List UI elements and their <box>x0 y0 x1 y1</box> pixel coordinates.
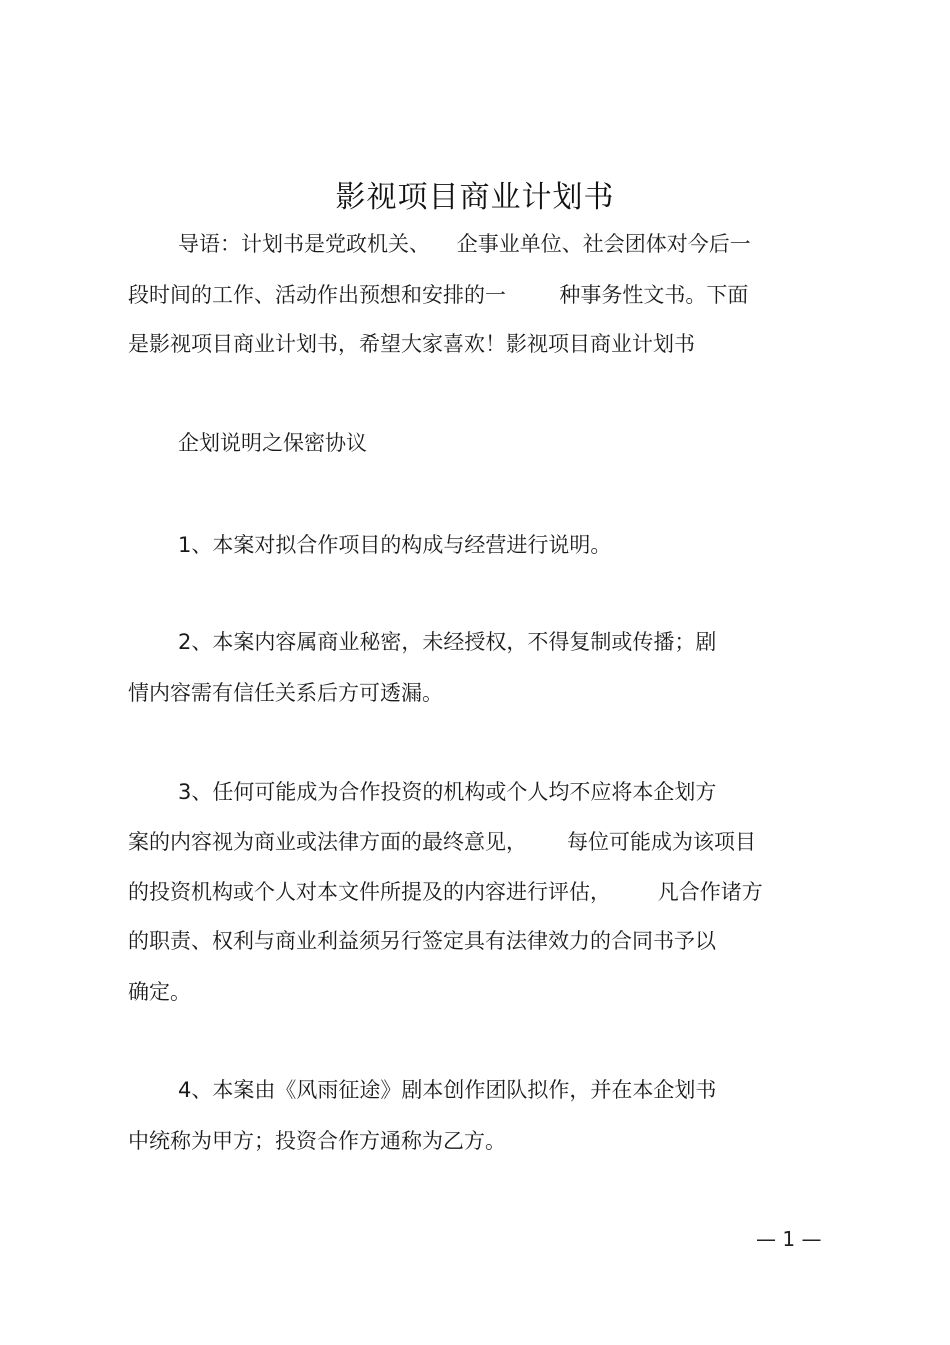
section-heading: 企划说明之保密协议 <box>178 431 367 455</box>
item-3-line-3: 的投资机构或个人对本文件所提及的内容进行评估， 凡合作诸方 <box>128 880 763 904</box>
item-4-line-2: 中统称为甲方；投资合作方通称为乙方。 <box>128 1129 506 1153</box>
item-3-line-4: 的职责、权利与商业利益须另行签定具有法律效力的合同书予以 <box>128 929 716 953</box>
intro-line-3: 是影视项目商业计划书，希望大家喜欢！影视项目商业计划书 <box>128 332 695 356</box>
intro-line-1: 导语：计划书是党政机关、 企事业单位、社会团体对今后一 <box>178 232 751 256</box>
item-2-line-2: 情内容需有信任关系后方可透漏。 <box>128 681 443 705</box>
intro-line-2: 段时间的工作、活动作出预想和安排的一 种事务性文书。下面 <box>128 283 749 307</box>
page-number: — 1 — <box>756 1227 822 1251</box>
item-3-line-1: 3、任何可能成为合作投资的机构或个人均不应将本企划方 <box>178 780 717 804</box>
item-3-line-5: 确定。 <box>128 980 191 1004</box>
item-2-line-1: 2、本案内容属商业秘密，未经授权，不得复制或传播；剧 <box>178 630 717 654</box>
document-title: 影视项目商业计划书 <box>335 180 615 215</box>
item-1-line-1: 1、本案对拟合作项目的构成与经营进行说明。 <box>178 533 612 557</box>
item-3-line-2: 案的内容视为商业或法律方面的最终意见， 每位可能成为该项目 <box>128 830 757 854</box>
item-4-line-1: 4、本案由《风雨征途》剧本创作团队拟作，并在本企划书 <box>178 1078 717 1102</box>
